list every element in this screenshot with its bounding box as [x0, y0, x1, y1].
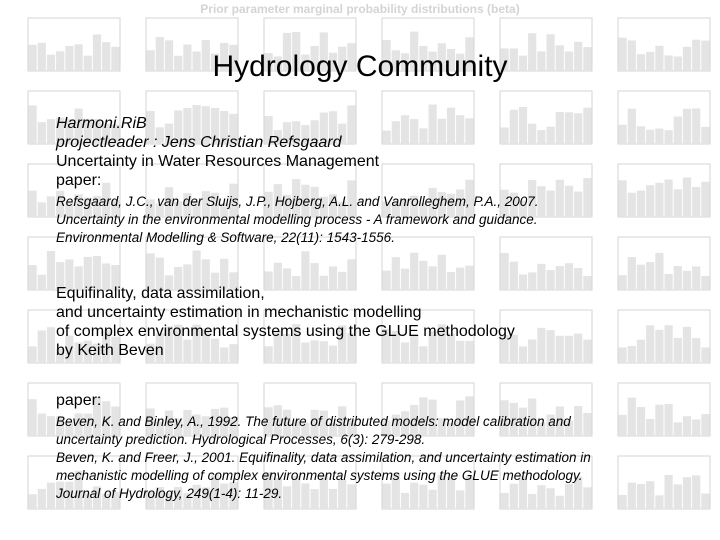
- reference-line: mechanistic modelling of complex environmental systems using the GLUE methodology.: [56, 468, 583, 483]
- reference-line: Uncertainty in the environmental modelling process - A framework and guidance.: [56, 212, 538, 227]
- topic-author: by Keith Beven: [56, 342, 164, 359]
- paper-label: paper:: [56, 172, 102, 189]
- reference-list: [56, 413, 706, 503]
- topic-line: of complex environmental systems using the GLUE methodology: [56, 323, 515, 340]
- reference-list: [56, 193, 706, 247]
- reference-line: Beven, K. and Freer, J., 2001. Equifinality, data assimilation, and uncertainty estimation in: [56, 450, 591, 465]
- paper-label: paper:: [56, 392, 102, 409]
- reference-line: Environmental Modelling & Software, 22(11): 1543-1556.: [56, 230, 395, 245]
- slide-title: Hydrology Community: [212, 50, 508, 83]
- topic-line: and uncertainty estimation in mechanistic modelling: [56, 304, 422, 321]
- reference-line: Beven, K. and Binley, A., 1992. The future of distributed models: model calibration and: [56, 414, 571, 429]
- background-figure-title: Prior parameter marginal probability distributions (beta): [200, 2, 520, 16]
- reference-line: Refsgaard, J.C., van der Sluijs, J.P., Hojberg, A.L. and Vanrolleghem, P.A., 2007.: [56, 194, 539, 209]
- topic-line: Equifinality, data assimilation,: [56, 285, 265, 302]
- project-subtitle: Uncertainty in Water Resources Management: [56, 153, 380, 170]
- section-glue: [56, 284, 706, 360]
- project-leader: projectleader : Jens Christian Refsgaard: [56, 134, 342, 151]
- reference-line: uncertainty prediction. Hydrological Processes, 6(3): 279-298.: [56, 432, 426, 447]
- section-glue-papers: [56, 391, 706, 503]
- reference-line: Journal of Hydrology, 249(1-4): 11-29.: [56, 486, 283, 501]
- project-name: Harmoni.RiB: [56, 115, 147, 132]
- section-harmonirib: [56, 114, 706, 247]
